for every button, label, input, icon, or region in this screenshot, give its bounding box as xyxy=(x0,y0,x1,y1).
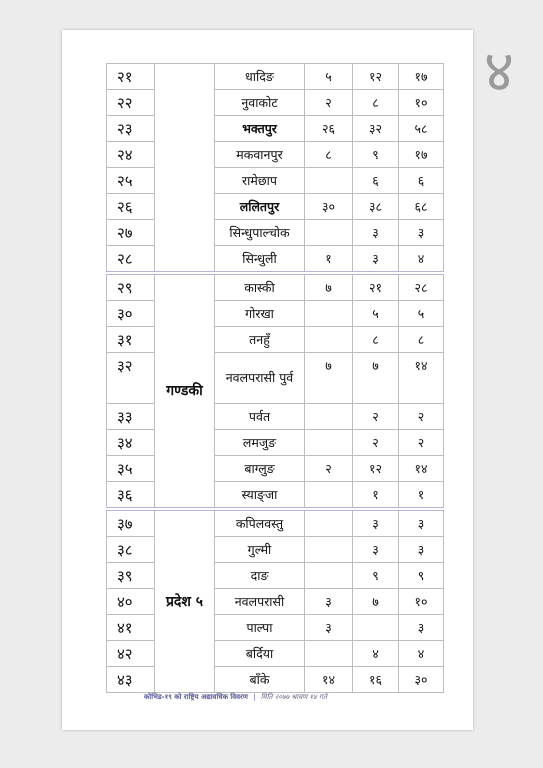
serial-number-cell: ४३ xyxy=(107,667,155,693)
count-cell-a xyxy=(305,220,353,246)
count-cell-a xyxy=(305,509,353,537)
document-page xyxy=(62,30,473,730)
count-cell-b: ५ xyxy=(353,301,399,327)
district-cell: बाँके xyxy=(215,667,305,693)
count-cell-c: ६८ xyxy=(399,194,444,220)
serial-number-cell: ३४ xyxy=(107,430,155,456)
count-cell-b: ८ xyxy=(353,327,399,353)
count-cell-b: २१ xyxy=(353,273,399,301)
serial-number-cell: २८ xyxy=(107,246,155,274)
district-cell: पाल्पा xyxy=(215,615,305,641)
count-cell-b: १ xyxy=(353,482,399,510)
serial-number-cell: २७ xyxy=(107,220,155,246)
count-cell-a: २ xyxy=(305,456,353,482)
table-row xyxy=(107,273,444,301)
count-cell-a: ८ xyxy=(305,142,353,168)
count-cell-b: ९ xyxy=(353,563,399,589)
table-row xyxy=(107,64,444,90)
count-cell-c: ९ xyxy=(399,563,444,589)
count-cell-b: १२ xyxy=(353,456,399,482)
district-cell: नवलपरासी पुर्व xyxy=(215,353,305,404)
province-cell xyxy=(155,64,215,274)
serial-number-cell: ३६ xyxy=(107,482,155,510)
table-row xyxy=(107,509,444,537)
count-cell-c: ३ xyxy=(399,615,444,641)
count-cell-a xyxy=(305,563,353,589)
district-cell: भक्तपुर xyxy=(215,116,305,142)
page-corner-mark: ४ xyxy=(483,37,515,105)
footer-date: मिति २०७७ श्रावण १४ गते xyxy=(260,693,327,701)
count-cell-b: ७ xyxy=(353,589,399,615)
serial-number-cell: ३३ xyxy=(107,404,155,430)
serial-number-cell: ३५ xyxy=(107,456,155,482)
count-cell-c: ६ xyxy=(399,168,444,194)
district-cell: बाग्लुङ xyxy=(215,456,305,482)
district-cell: सिन्धुली xyxy=(215,246,305,274)
count-cell-c: २ xyxy=(399,404,444,430)
count-cell-a: ७ xyxy=(305,273,353,301)
district-cell: पर्वत xyxy=(215,404,305,430)
serial-number-cell: २३ xyxy=(107,116,155,142)
serial-number-cell: ३७ xyxy=(107,509,155,537)
footer-title: कोभिड-१९ को राष्ट्रिय अद्यावधिक विवरण xyxy=(144,693,248,701)
serial-number-cell: ४० xyxy=(107,589,155,615)
province-cell: प्रदेश ५ xyxy=(155,509,215,693)
count-cell-b: २ xyxy=(353,404,399,430)
count-cell-c: ५ xyxy=(399,301,444,327)
count-cell-a xyxy=(305,404,353,430)
count-cell-a: २ xyxy=(305,90,353,116)
serial-number-cell: ४२ xyxy=(107,641,155,667)
count-cell-b: ९ xyxy=(353,142,399,168)
count-cell-c: १७ xyxy=(399,142,444,168)
count-cell-a: ३ xyxy=(305,589,353,615)
count-cell-c: १४ xyxy=(399,353,444,404)
serial-number-cell: २१ xyxy=(107,64,155,90)
count-cell-a xyxy=(305,537,353,563)
serial-number-cell: ३८ xyxy=(107,537,155,563)
count-cell-a xyxy=(305,327,353,353)
count-cell-c: ५८ xyxy=(399,116,444,142)
district-cell: दाङ xyxy=(215,563,305,589)
count-cell-c: १ xyxy=(399,482,444,510)
count-cell-a: २६ xyxy=(305,116,353,142)
count-cell-c: ३ xyxy=(399,509,444,537)
count-cell-b: ३८ xyxy=(353,194,399,220)
district-cell: तनहुँ xyxy=(215,327,305,353)
district-cell: रामेछाप xyxy=(215,168,305,194)
count-cell-b: २ xyxy=(353,430,399,456)
count-cell-c: ४ xyxy=(399,246,444,274)
count-cell-a: ५ xyxy=(305,64,353,90)
page-footer xyxy=(144,693,374,702)
count-cell-c: ४ xyxy=(399,641,444,667)
district-case-table xyxy=(106,63,444,693)
serial-number-cell: २६ xyxy=(107,194,155,220)
district-cell: कपिलवस्तु xyxy=(215,509,305,537)
count-cell-a xyxy=(305,168,353,194)
table-body xyxy=(107,64,444,693)
count-cell-c: ३० xyxy=(399,667,444,693)
district-cell: गोरखा xyxy=(215,301,305,327)
count-cell-a xyxy=(305,641,353,667)
serial-number-cell: ३२ xyxy=(107,353,155,404)
count-cell-b xyxy=(353,615,399,641)
district-cell: नवलपरासी xyxy=(215,589,305,615)
district-cell: ललितपुर xyxy=(215,194,305,220)
count-cell-a xyxy=(305,430,353,456)
district-cell: मकवानपुर xyxy=(215,142,305,168)
count-cell-a: ३ xyxy=(305,615,353,641)
count-cell-c: २८ xyxy=(399,273,444,301)
count-cell-b: ४ xyxy=(353,641,399,667)
serial-number-cell: ४१ xyxy=(107,615,155,641)
count-cell-a: १ xyxy=(305,246,353,274)
serial-number-cell: ३१ xyxy=(107,327,155,353)
district-cell: धादिङ xyxy=(215,64,305,90)
count-cell-b: ६ xyxy=(353,168,399,194)
count-cell-c: ३ xyxy=(399,537,444,563)
count-cell-b: ७ xyxy=(353,353,399,404)
count-cell-a: ३० xyxy=(305,194,353,220)
count-cell-b: ३२ xyxy=(353,116,399,142)
serial-number-cell: ३९ xyxy=(107,563,155,589)
district-cell: स्याङ्जा xyxy=(215,482,305,510)
count-cell-a xyxy=(305,301,353,327)
count-cell-c: १० xyxy=(399,589,444,615)
count-cell-b: ३ xyxy=(353,509,399,537)
serial-number-cell: २९ xyxy=(107,273,155,301)
count-cell-b: ३ xyxy=(353,220,399,246)
serial-number-cell: ३० xyxy=(107,301,155,327)
count-cell-c: १४ xyxy=(399,456,444,482)
count-cell-a xyxy=(305,482,353,510)
count-cell-c: २ xyxy=(399,430,444,456)
count-cell-c: ८ xyxy=(399,327,444,353)
serial-number-cell: २४ xyxy=(107,142,155,168)
count-cell-c: ३ xyxy=(399,220,444,246)
count-cell-b: ८ xyxy=(353,90,399,116)
count-cell-b: १६ xyxy=(353,667,399,693)
province-cell: गण्डकी xyxy=(155,273,215,509)
district-cell: बर्दिया xyxy=(215,641,305,667)
district-cell: नुवाकोट xyxy=(215,90,305,116)
count-cell-b: १२ xyxy=(353,64,399,90)
footer-separator: | xyxy=(253,693,256,701)
district-cell: कास्की xyxy=(215,273,305,301)
count-cell-c: १० xyxy=(399,90,444,116)
count-cell-b: ३ xyxy=(353,246,399,274)
serial-number-cell: २५ xyxy=(107,168,155,194)
serial-number-cell: २२ xyxy=(107,90,155,116)
district-cell: सिन्धुपाल्चोक xyxy=(215,220,305,246)
count-cell-a: १४ xyxy=(305,667,353,693)
district-cell: गुल्मी xyxy=(215,537,305,563)
count-cell-b: ३ xyxy=(353,537,399,563)
district-cell: लमजुङ xyxy=(215,430,305,456)
count-cell-c: १७ xyxy=(399,64,444,90)
count-cell-a: ७ xyxy=(305,353,353,404)
